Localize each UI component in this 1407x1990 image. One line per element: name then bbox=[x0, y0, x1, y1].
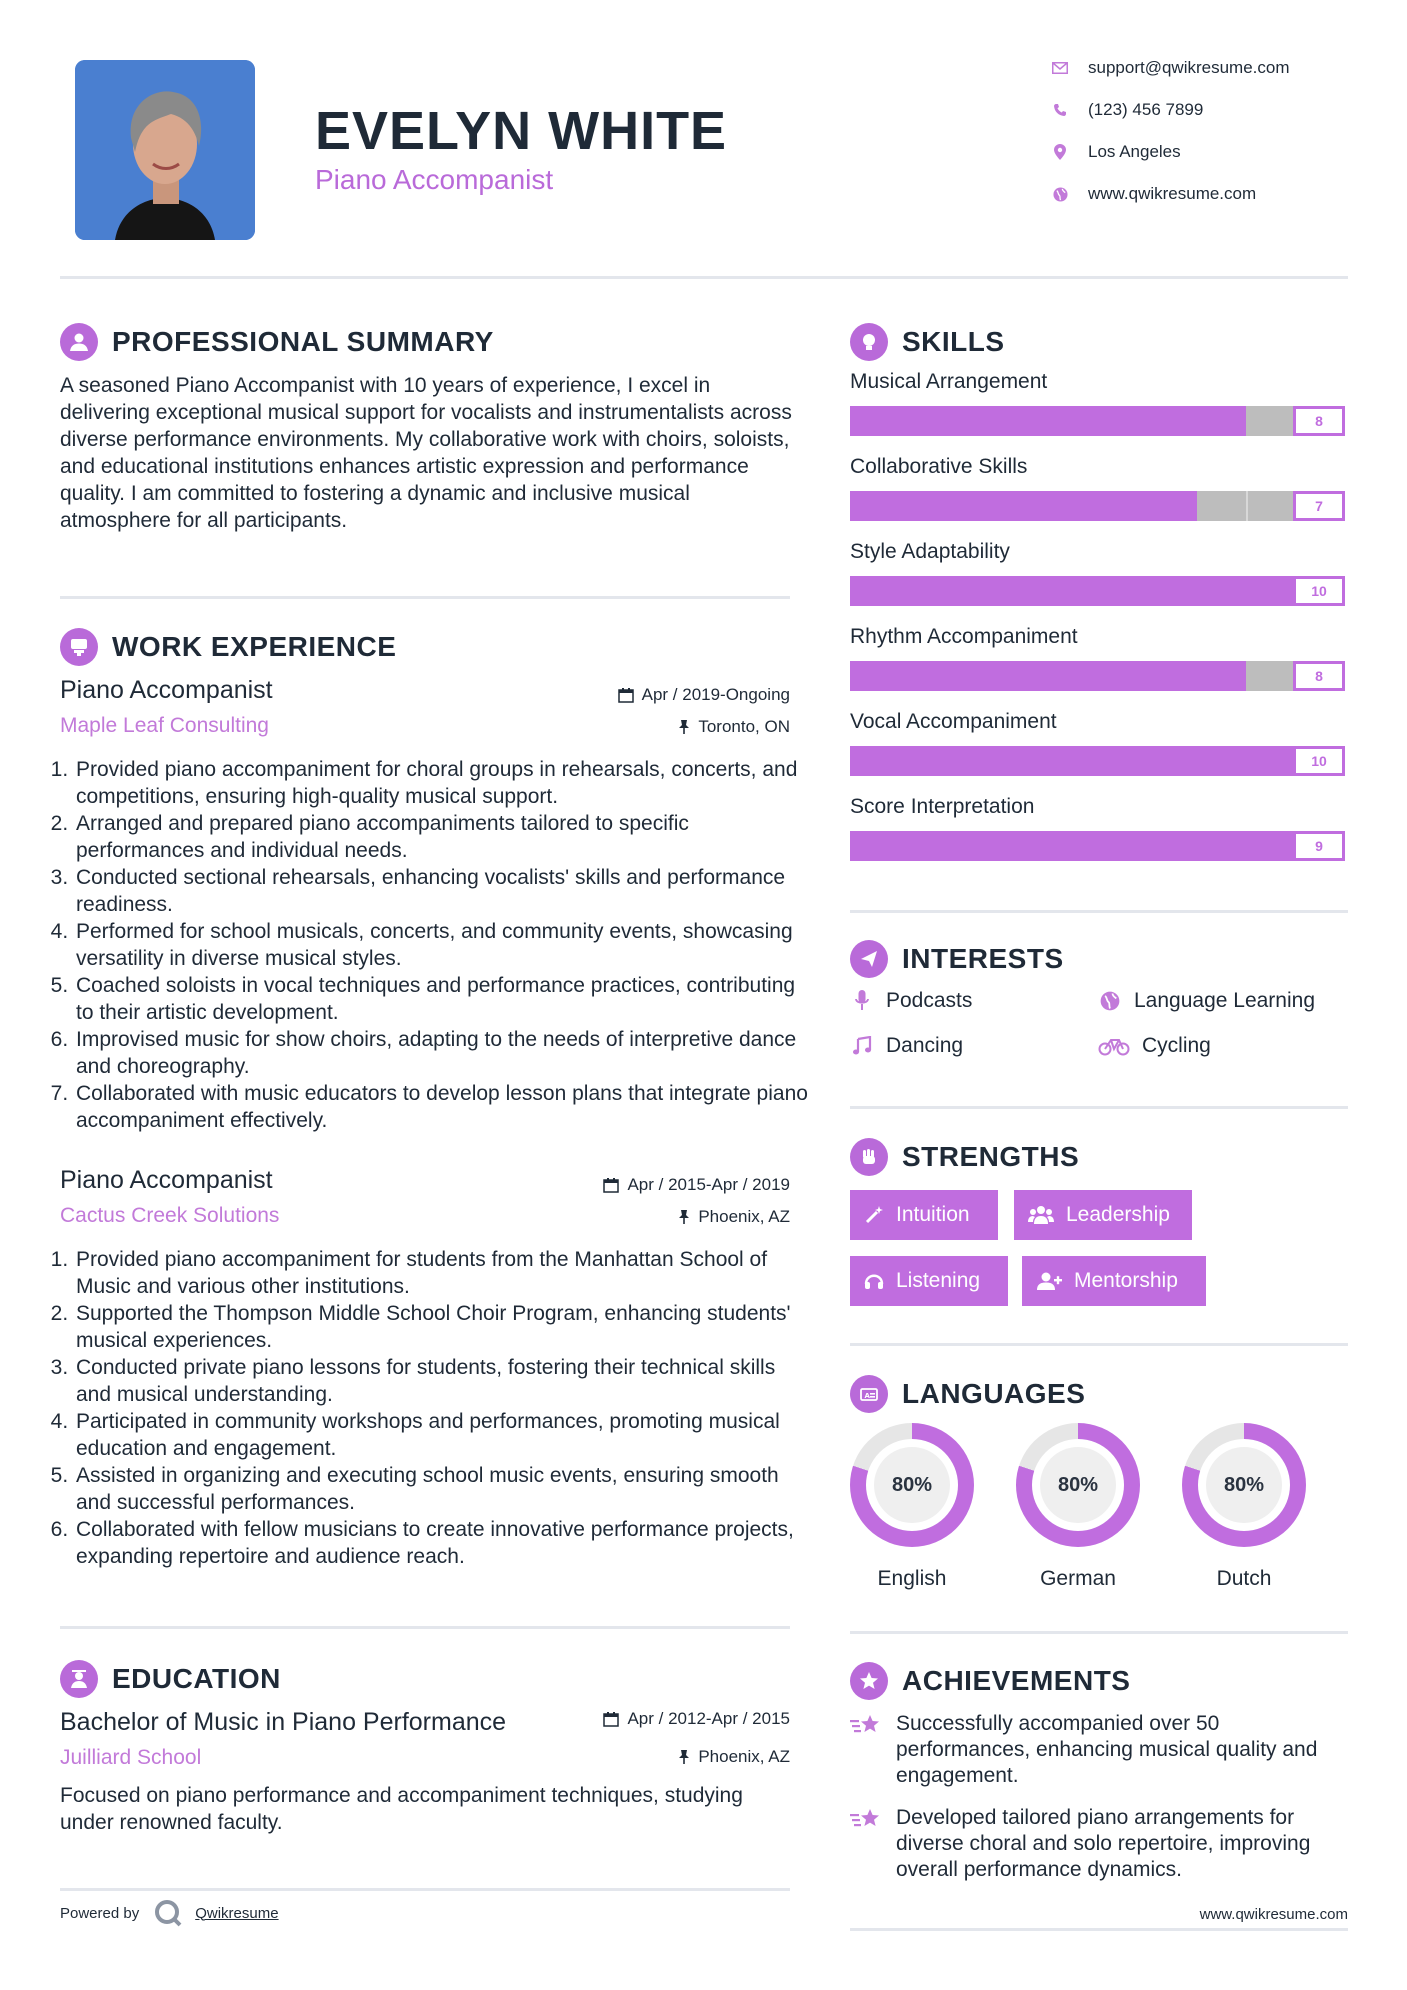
footer-divider bbox=[850, 1928, 1348, 1931]
skill-row bbox=[850, 455, 1345, 521]
skill-name: Collaborative Skills bbox=[850, 455, 1028, 478]
list-item: 1. Provided piano accompaniment for students from the Manhattan School of Music and various other institutions. bbox=[74, 1246, 814, 1300]
job-1-dates-text: Apr / 2019-Ongoing bbox=[641, 685, 790, 704]
skills-divider bbox=[850, 910, 1348, 913]
summary-text: A seasoned Piano Accompanist with 10 years of experience, I excel in delivering exceptional musical support for vocalists and instrumentalists across diverse performance environments. My collaborative work with choirs, soloists, and educational institutions enhances artistic expression and performance quality. I am committed to fostering a dynamic and inclusive musical atmosphere for all participants. bbox=[60, 374, 792, 532]
powered-by bbox=[60, 1898, 279, 1928]
pushpin-icon bbox=[678, 719, 690, 735]
interest-label: Language Learning bbox=[1134, 989, 1316, 1012]
achievement-text: Developed tailored piano arrangements for diverse choral and solo repertoire, improving overall performance dynamics. bbox=[896, 1806, 1311, 1881]
language-name: Dutch bbox=[1216, 1567, 1272, 1590]
achievement-2 bbox=[850, 1805, 1348, 1883]
education-location bbox=[490, 1747, 790, 1767]
education-divider bbox=[60, 1888, 790, 1891]
calendar-icon bbox=[618, 687, 634, 703]
interest-dancing bbox=[850, 1034, 963, 1058]
language-ring-inner bbox=[1198, 1439, 1290, 1531]
user-icon bbox=[60, 323, 98, 361]
user-plus-icon bbox=[1036, 1271, 1062, 1291]
job-1-dates bbox=[490, 685, 790, 705]
qwikresume-logo-icon bbox=[153, 1898, 183, 1928]
skill-name: Musical Arrangement bbox=[850, 370, 1048, 393]
strengths-heading bbox=[850, 1138, 1079, 1176]
languages-divider bbox=[850, 1631, 1348, 1634]
experience-divider bbox=[60, 1626, 790, 1629]
education-degree: Bachelor of Music in Piano Performance bbox=[60, 1708, 507, 1736]
job-2-company: Cactus Creek Solutions bbox=[60, 1204, 280, 1227]
skill-bar bbox=[850, 831, 1345, 861]
job-2-dates bbox=[490, 1175, 790, 1195]
skill-score: 7 bbox=[1293, 491, 1345, 521]
list-item: 4. Participated in community workshops and performances, promoting musical education and engagement. bbox=[74, 1408, 814, 1462]
education-heading bbox=[60, 1660, 281, 1698]
star-badge-icon bbox=[850, 1662, 888, 1700]
skill-score: 9 bbox=[1293, 831, 1345, 861]
language-name: German bbox=[1040, 1567, 1116, 1590]
job-1-location-text: Toronto, ON bbox=[698, 717, 790, 736]
profile-photo bbox=[75, 60, 255, 240]
achievements-heading bbox=[850, 1662, 1130, 1700]
language-german bbox=[1016, 1423, 1140, 1591]
skill-bar-fill bbox=[850, 746, 1345, 776]
language-ring bbox=[850, 1423, 974, 1547]
language-ring bbox=[1182, 1423, 1306, 1547]
skill-row bbox=[850, 710, 1345, 776]
contact-phone-text: (123) 456 7899 bbox=[1088, 100, 1204, 119]
education-title: EDUCATION bbox=[112, 1663, 281, 1694]
language-card-icon bbox=[850, 1375, 888, 1413]
skill-name: Vocal Accompaniment bbox=[850, 710, 1057, 733]
achievements-title: ACHIEVEMENTS bbox=[902, 1665, 1131, 1696]
interest-label: Podcasts bbox=[886, 989, 973, 1012]
skill-bar bbox=[850, 661, 1345, 691]
strengths-divider bbox=[850, 1343, 1348, 1346]
achievement-1 bbox=[850, 1711, 1348, 1789]
skill-row bbox=[850, 370, 1345, 436]
strength-mentorship bbox=[1022, 1256, 1206, 1306]
contact-website[interactable] bbox=[1050, 184, 1370, 204]
strength-label: Mentorship bbox=[1074, 1269, 1178, 1292]
experience-title: WORK EXPERIENCE bbox=[112, 631, 397, 662]
strength-intuition bbox=[850, 1190, 998, 1240]
skill-row bbox=[850, 540, 1345, 606]
svg-text:A: A bbox=[864, 1392, 871, 1400]
skills-title: SKILLS bbox=[902, 326, 1005, 357]
calendar-icon bbox=[603, 1177, 619, 1193]
strengths-title: STRENGTHS bbox=[902, 1141, 1080, 1172]
interest-cycling bbox=[1098, 1034, 1211, 1058]
list-item: 3. Conducted private piano lessons for students, fostering their technical skills and musical understanding. bbox=[74, 1354, 814, 1408]
education-dates-text: Apr / 2012-Apr / 2015 bbox=[627, 1709, 790, 1728]
calendar-icon bbox=[603, 1711, 619, 1727]
graduate-icon bbox=[60, 1660, 98, 1698]
envelope-icon bbox=[1050, 58, 1070, 78]
lightbulb-icon bbox=[850, 323, 888, 361]
avatar-illustration bbox=[75, 60, 255, 240]
pushpin-icon bbox=[678, 1209, 690, 1225]
languages-title: LANGUAGES bbox=[902, 1378, 1086, 1409]
list-item: 6. Improvised music for show choirs, adapting to the needs of interpretive dance and choreography. bbox=[74, 1026, 814, 1080]
interest-label: Cycling bbox=[1142, 1034, 1211, 1057]
interest-language-learning bbox=[1098, 989, 1315, 1013]
language-percent: 80% bbox=[874, 1447, 950, 1523]
list-item: 2. Supported the Thompson Middle School Choir Program, enhancing students' musical experiences. bbox=[74, 1300, 814, 1354]
strength-label: Listening bbox=[896, 1269, 981, 1292]
bicycle-icon bbox=[1098, 1036, 1130, 1056]
paper-plane-icon bbox=[850, 940, 888, 978]
strength-leadership bbox=[1014, 1190, 1192, 1240]
interests-title: INTERESTS bbox=[902, 943, 1064, 974]
shooting-star-icon bbox=[850, 1711, 886, 1789]
language-percent: 80% bbox=[1206, 1447, 1282, 1523]
contact-phone[interactable] bbox=[1050, 100, 1370, 120]
candidate-name: EVELYN WHITE bbox=[315, 101, 728, 161]
interests-divider bbox=[850, 1106, 1348, 1109]
skill-bar-segment bbox=[1246, 491, 1248, 521]
strength-label: Leadership bbox=[1066, 1203, 1170, 1226]
qwikresume-link[interactable]: Qwikresume bbox=[195, 1904, 279, 1922]
microphone-icon bbox=[850, 990, 874, 1012]
job-2-title: Piano Accompanist bbox=[60, 1166, 273, 1194]
list-item: 5. Assisted in organizing and executing school music events, ensuring smooth and successful performances. bbox=[74, 1462, 814, 1516]
skill-name: Rhythm Accompaniment bbox=[850, 625, 1078, 648]
skill-bar-fill bbox=[850, 491, 1197, 521]
strength-label: Intuition bbox=[896, 1203, 970, 1226]
contact-email-text: support@qwikresume.com bbox=[1088, 58, 1290, 77]
summary-title: PROFESSIONAL SUMMARY bbox=[112, 326, 494, 357]
job-1-location bbox=[490, 717, 790, 737]
language-ring-inner bbox=[1032, 1439, 1124, 1531]
contact-email[interactable] bbox=[1050, 58, 1370, 78]
briefcase-icon bbox=[60, 628, 98, 666]
music-note-icon bbox=[850, 1036, 874, 1056]
skill-score: 10 bbox=[1293, 746, 1345, 776]
users-icon bbox=[1028, 1205, 1054, 1225]
skill-bar-fill bbox=[850, 661, 1246, 691]
skill-score: 8 bbox=[1293, 406, 1345, 436]
list-item: 4. Performed for school musicals, concerts, and community events, showcasing versatility in diverse musical styles. bbox=[74, 918, 814, 972]
job-1-bullets bbox=[56, 756, 814, 1134]
language-english bbox=[850, 1423, 974, 1591]
skill-bar-fill bbox=[850, 406, 1246, 436]
summary-divider bbox=[60, 596, 790, 599]
pushpin-icon bbox=[678, 1749, 690, 1765]
contact-location-text: Los Angeles bbox=[1088, 142, 1181, 161]
list-item: 6. Collaborated with fellow musicians to create innovative performance projects, expanding repertoire and audience reach. bbox=[74, 1516, 814, 1570]
education-location-text: Phoenix, AZ bbox=[698, 1747, 790, 1766]
job-2-bullets bbox=[56, 1246, 814, 1570]
list-item: 1. Provided piano accompaniment for choral groups in rehearsals, concerts, and competitions, ensuring high-quality musical support. bbox=[74, 756, 814, 810]
language-ring-inner bbox=[866, 1439, 958, 1531]
list-item: 2. Arranged and prepared piano accompaniments tailored to specific performances and individual needs. bbox=[74, 810, 814, 864]
skill-bar-fill bbox=[850, 831, 1296, 861]
language-ring bbox=[1016, 1423, 1140, 1547]
education-school: Juilliard School bbox=[60, 1746, 202, 1769]
shooting-star-icon bbox=[850, 1805, 886, 1883]
experience-heading bbox=[60, 628, 396, 666]
candidate-role: Piano Accompanist bbox=[315, 164, 554, 195]
job-1-title: Piano Accompanist bbox=[60, 676, 273, 704]
language-name: English bbox=[877, 1567, 947, 1590]
skill-bar bbox=[850, 491, 1345, 521]
skills-heading bbox=[850, 323, 1005, 361]
phone-icon bbox=[1050, 100, 1070, 120]
skill-bar bbox=[850, 746, 1345, 776]
contact-location bbox=[1050, 142, 1370, 162]
header-divider bbox=[60, 276, 1348, 279]
education-dates bbox=[490, 1709, 790, 1729]
list-item: 5. Coached soloists in vocal techniques and performance practices, contributing to their artistic development. bbox=[74, 972, 814, 1026]
interest-podcasts bbox=[850, 989, 972, 1013]
skill-bar bbox=[850, 576, 1345, 606]
interests-heading bbox=[850, 940, 1064, 978]
skill-name: Score Interpretation bbox=[850, 795, 1035, 818]
list-item: 3. Conducted sectional rehearsals, enhancing vocalists' skills and performance readiness. bbox=[74, 864, 814, 918]
skill-score: 8 bbox=[1293, 661, 1345, 691]
language-percent: 80% bbox=[1040, 1447, 1116, 1523]
skill-score: 10 bbox=[1293, 576, 1345, 606]
education-description: Focused on piano performance and accompaniment techniques, studying under renowned faculty. bbox=[60, 1784, 743, 1834]
contact-website-text: www.qwikresume.com bbox=[1088, 184, 1257, 203]
skill-row bbox=[850, 795, 1345, 861]
powered-by-text: Powered by bbox=[60, 1904, 140, 1922]
achievement-text: Successfully accompanied over 50 performances, enhancing musical quality and engagement. bbox=[896, 1712, 1318, 1787]
summary-heading bbox=[60, 323, 494, 361]
magic-wand-icon bbox=[864, 1205, 884, 1225]
job-2-dates-text: Apr / 2015-Apr / 2019 bbox=[627, 1175, 790, 1194]
job-2-location-text: Phoenix, AZ bbox=[698, 1207, 790, 1226]
skill-row bbox=[850, 625, 1345, 691]
fist-icon bbox=[850, 1138, 888, 1176]
list-item: 7. Collaborated with music educators to develop lesson plans that integrate piano accompaniment effectively. bbox=[74, 1080, 814, 1134]
skill-bar-fill bbox=[850, 576, 1345, 606]
job-1-company: Maple Leaf Consulting bbox=[60, 714, 269, 737]
headphones-icon bbox=[864, 1271, 884, 1291]
skill-name: Style Adaptability bbox=[850, 540, 1010, 563]
globe-icon bbox=[1050, 184, 1070, 204]
job-2-location bbox=[490, 1207, 790, 1227]
map-pin-icon bbox=[1050, 142, 1070, 162]
languages-heading bbox=[850, 1375, 1085, 1413]
footer-website[interactable]: www.qwikresume.com bbox=[1199, 1906, 1348, 1923]
skill-bar bbox=[850, 406, 1345, 436]
language-dutch bbox=[1182, 1423, 1306, 1591]
strength-listening bbox=[850, 1256, 1008, 1306]
globe-icon bbox=[1098, 991, 1122, 1011]
interest-label: Dancing bbox=[886, 1034, 964, 1057]
